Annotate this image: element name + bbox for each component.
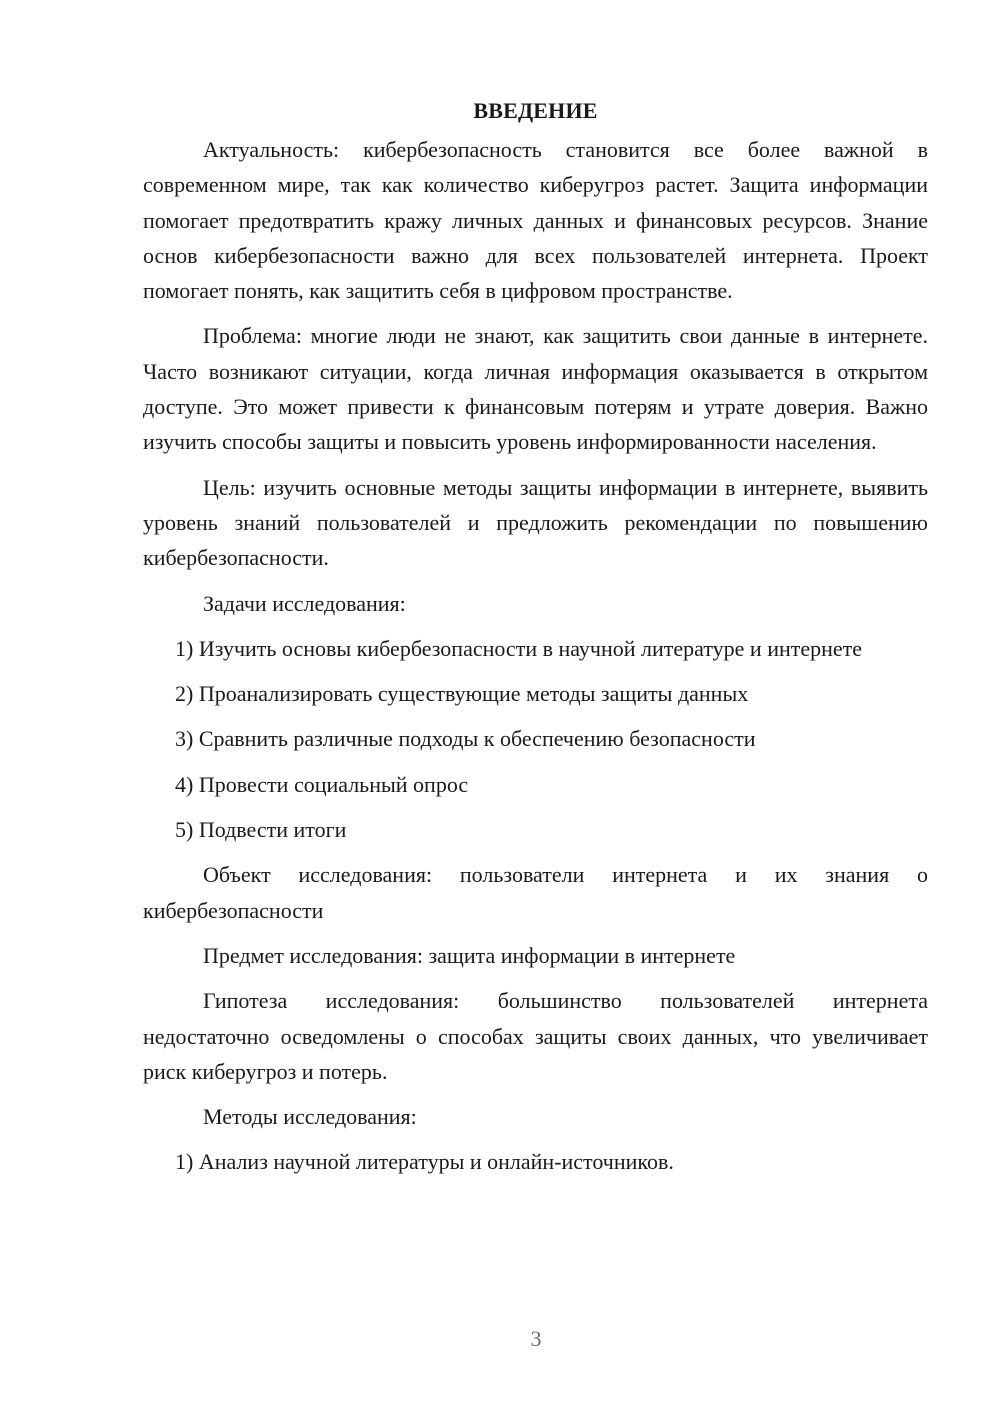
section-heading: ВВЕДЕНИЕ <box>473 98 598 123</box>
task-item-3: 3) Сравнить различные подходы к обеспечению безопасности <box>175 726 756 752</box>
methods-title: Методы исследования: <box>203 1104 417 1130</box>
task-item-2: 2) Проанализировать существующие методы защиты данных <box>175 681 749 707</box>
paragraph-relevance: Актуальность: кибербезопасность становится все более важной в современном мире, так как количество киберугроз растет. Защита информации помогает предотвратить кражу личных данных и финансовых ресурсов. Знание основ кибербезопасности важно для всех пользователей интернета. Проект помогает понять, как защитить себя в цифровом пространстве. <box>143 137 928 304</box>
task-item-5: 5) Подвести итоги <box>175 817 347 843</box>
page-number: 3 <box>530 1326 542 1351</box>
paragraph-problem: Проблема: многие люди не знают, как защитить свои данные в интернете. Часто возникают ситуации, когда личная информация оказывается в открытом доступе. Это может привести к финансовым потерям и утрате доверия. Важно изучить способы защиты и повысить уровень информированности населения. <box>143 323 928 455</box>
paragraph-subject: Предмет исследования: защита информации в интернете <box>203 942 736 968</box>
tasks-title: Задачи исследования: <box>203 590 406 616</box>
method-item-1: 1) Анализ научной литературы и онлайн-источников. <box>175 1149 674 1175</box>
page-content <box>143 93 928 1190</box>
paragraph-hypothesis: Гипотеза исследования: большинство пользователей интернета недостаточно осведомлены о способах защиты своих данных, что увеличивает риск киберугроз и потерь. <box>143 988 928 1084</box>
task-item-4: 4) Провести социальный опрос <box>175 771 469 797</box>
paragraph-object: Объект исследования: пользователи интернета и их знания о кибербезопасности <box>143 862 928 923</box>
task-item-1: 1) Изучить основы кибербезопасности в научной литературе и интернете <box>175 635 863 661</box>
paragraph-goal: Цель: изучить основные методы защиты информации в интернете, выявить уровень знаний пользователей и предложить рекомендации по повышению кибербезопасности. <box>143 474 928 571</box>
